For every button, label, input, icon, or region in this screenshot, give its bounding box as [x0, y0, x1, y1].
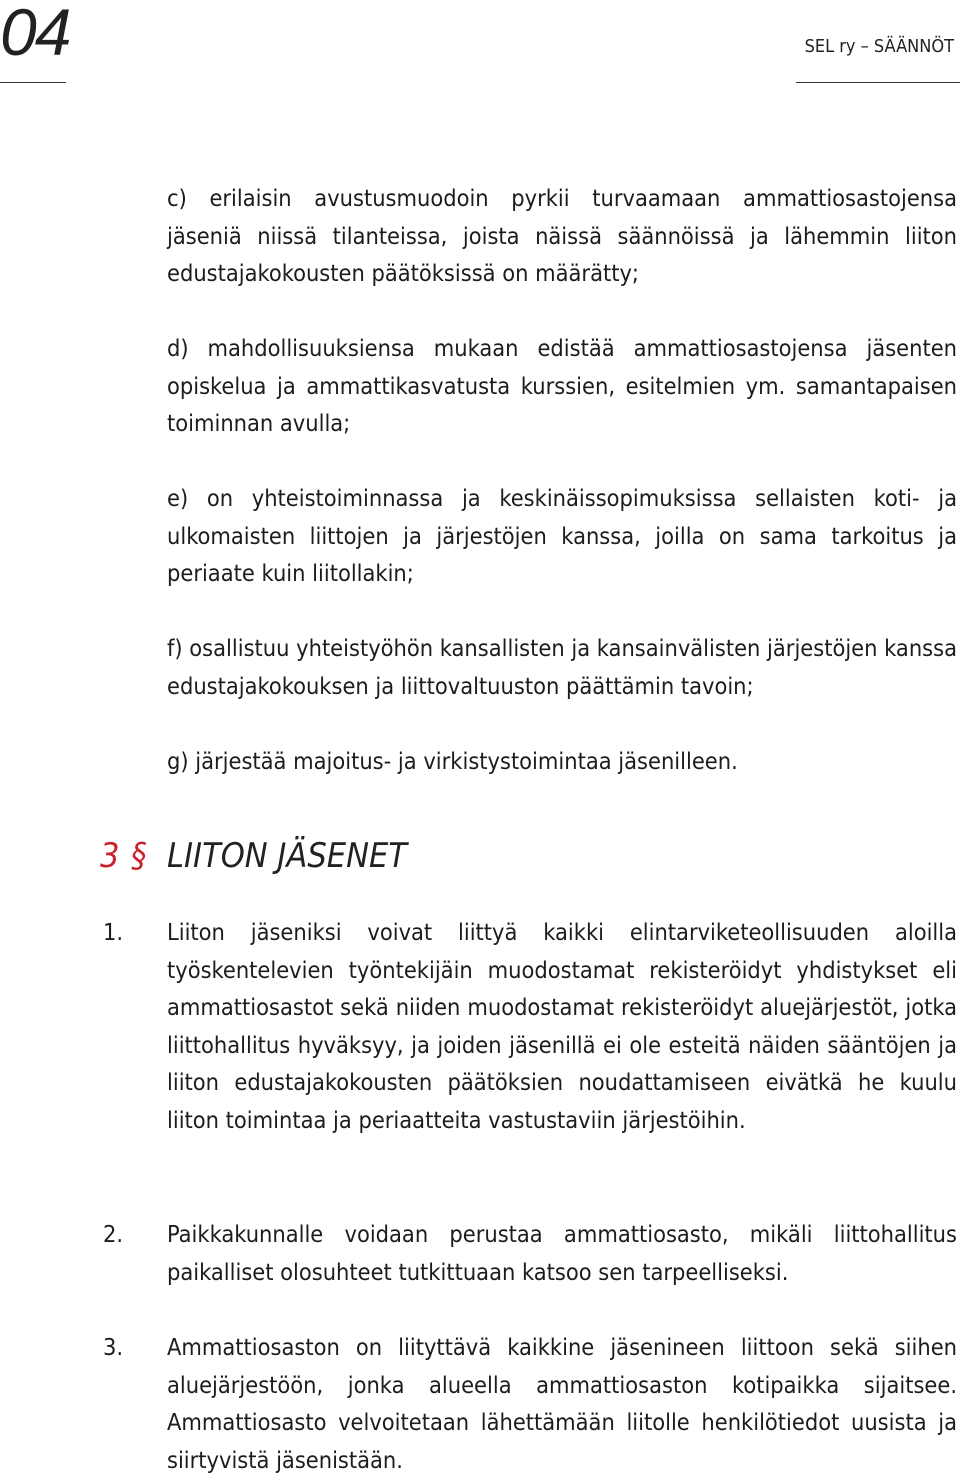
paragraph-number: 3. — [103, 1333, 124, 1361]
running-header: SEL ry – SÄÄNNÖT — [804, 36, 954, 57]
list-item-e: e) on yhteistoiminnassa ja keskinäissopimuksissa sellaisten koti- ja ulkomaisten liittojen ja järjestöjen kanssa, joilla on sama tarkoitus ja periaate kuin liitollakin; — [167, 484, 957, 587]
paragraph-2: Paikkakunnalle voidaan perustaa ammattiosasto, mikäli liittohallitus paikalliset olosuhteet tutkittuaan katsoo sen tarpeelliseksi. — [167, 1220, 957, 1286]
page-number: 04 — [0, 0, 70, 69]
paragraph-number: 1. — [103, 918, 124, 946]
paragraph-3: Ammattiosaston on liityttävä kaikkine jäsenineen liittoon sekä siihen aluejärjestöön, jonka alueella ammattiosaston kotipaikka sijaitsee. Ammattiosasto velvoitetaan lähettämään liitolle henkilötiedot uusista ja siirtyvistä jäsenistään. — [167, 1333, 957, 1474]
section-title: LIITON JÄSENET — [167, 836, 407, 876]
header-rule — [796, 82, 960, 83]
paragraph-1: Liiton jäseniksi voivat liittyä kaikki elintarviketeollisuuden aloilla työskentelevien työntekijäin muodostamat rekisteröidyt yhdistykset eli ammattiosastot sekä niiden muodostamat rekisteröidyt aluejärjestöt, jotka liittohallitus hyväksyy, ja joiden jäsenillä ei ole esteitä näiden sääntöjen ja liiton edustajakokousten päätöksien noudattamiseen eivätkä he kuulu liiton toimintaa ja periaatteita vastustaviin järjestöihin. — [167, 918, 957, 1134]
list-item-f: f) osallistuu yhteistyöhön kansallisten ja kansainvälisten järjestöjen kanssa edustajakokouksen ja liittovaltuuston päättämin tavoin; — [167, 634, 957, 700]
list-item-d: d) mahdollisuuksiensa mukaan edistää ammattiosastojensa jäsenten opiskelua ja ammattikasvatusta kurssien, esitelmien ym. samantapaisen toiminnan avulla; — [167, 334, 957, 437]
list-item-g: g) järjestää majoitus- ja virkistystoimintaa jäsenilleen. — [167, 747, 738, 775]
page-number-rule — [0, 82, 66, 83]
paragraph-number: 2. — [103, 1220, 124, 1248]
list-item-c: c) erilaisin avustusmuodoin pyrkii turvaamaan ammattiosastojensa jäseniä niissä tilanteissa, joista näissä säännöissä ja lähemmin liiton edustajakokousten päätöksissä on määrätty; — [167, 184, 957, 287]
section-number: 3 § — [100, 836, 148, 876]
